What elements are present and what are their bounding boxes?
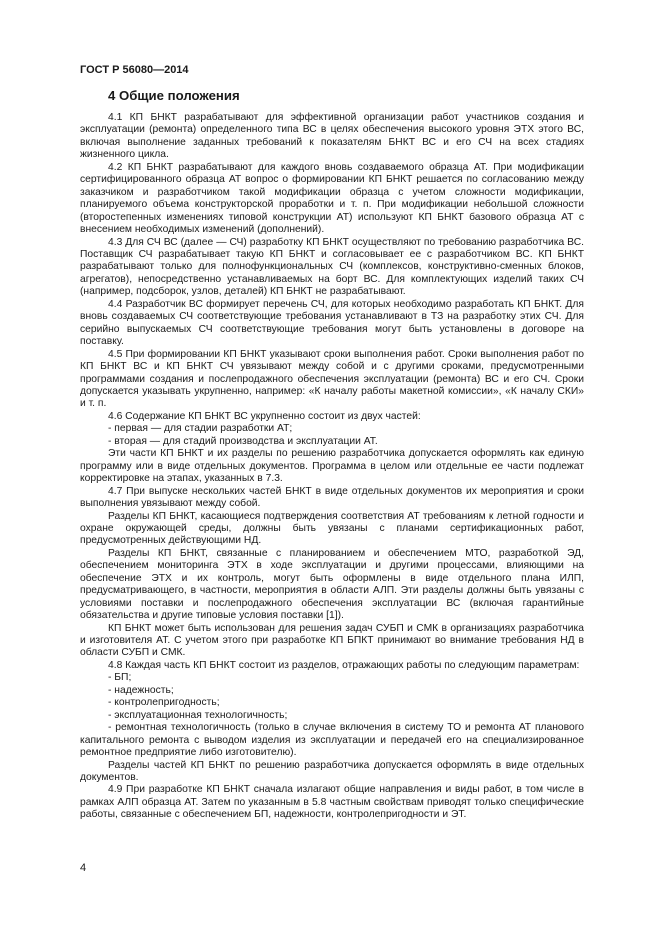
paragraph-4-7: 4.7 При выпуске нескольких частей БНКТ в виде отдельных документов их мероприятия и сроки выполнения увязывают между собой. [80,485,584,510]
paragraph-4-5: 4.5 При формировании КП БНКТ указывают сроки выполнения работ. Сроки выполнения работ по КП БНКТ ВС и КП БНКТ СЧ увязывают между собой и с другими сроками, предусмотренными программами создания и послепродажного обеспечения эксплуатации (ремонта) ВС и его СЧ. Сроки допускается указывать укрупненно, например: «К началу работы макетной комиссии», «К началу СКИ» и т. п. [80,348,584,410]
paragraph-parts: Эти части КП БНКТ и их разделы по решению разработчика допускается оформлять как единую программу или в виде отдельных документов. Программа в целом или отдельные ее части подлежат корректировке на этапах, указанных в 7.3. [80,448,584,485]
list-item: - надежность; [108,684,174,696]
list-item: - первая — для стадии разработки АТ; [108,423,293,435]
list-item: - вторая — для стадий производства и эксплуатации АТ. [108,435,378,447]
paragraph-4-1: 4.1 КП БНКТ разрабатывают для эффективной организации работ участников создания и эксплуатации (ремонта) определенного типа ВС в целях обеспечения высокого уровня ЭТХ этого ВС, включая выполнение заданных требований к показателям БНКТ ВС и его СЧ на всех стадиях жизненного цикла. [80,112,584,161]
paragraph-4-6: 4.6 Содержание КП БНКТ ВС укрупненно состоит из двух частей: [108,410,421,422]
paragraph-subp: КП БНКТ может быть использован для решения задач СУБП и СМК в организациях разработчика и изготовителя АТ. С учетом этого при разработке КП БПКТ принимают во внимание требования НД в области СУБП и СМК. [80,622,584,659]
paragraph-4-3: 4.3 Для СЧ ВС (далее — СЧ) разработку КП БНКТ осуществляют по требованию разработчика ВС. Поставщик СЧ разрабатывает такую КП БНКТ и согласовывает ее с разработчиком ВС. КП БНКТ разрабатывают только для полнофункциональных СЧ (комплексов, конструктивно-сменных блоков, агрегатов), непосредственно устанавливаемых на борт ВС. Для комплектующих изделий таких СЧ (например, подсборок, узлов, деталей) КП БНКТ не разрабатывают. [80,236,584,298]
paragraph-mto: Разделы КП БНКТ, связанные с планированием и обеспечением МТО, разработкой ЭД, обеспечением мониторинга ЭТХ в ходе эксплуатации и другими процессами, влияющими на обеспечение ЭТХ и их контроль, могут быть оформлены в виде отдельного плана ИЛП, предусматривающего, в частности, мероприятия в области АЛП. Эти разделы должны быть увязаны с условиями поставки и послепродажного обеспечения эксплуатации ВС (включая гарантийные обязательства и другие типовые условия поставки [1]). [80,547,584,622]
document-header: ГОСТ Р 56080—2014 [80,64,189,76]
paragraph-airworthiness: Разделы КП БНКТ, касающиеся подтверждения соответствия АТ требованиям к летной годности и охране окружающей среды, должны быть увязаны с планами сертификационных работ, предусмотренных действующими НД. [80,510,584,547]
list-item-long: - ремонтная технологичность (только в случае включения в систему ТО и ремонта АТ планового капитального ремонта с выводом изделия из эксплуатации и передачей его на специализированное ремонтное предприятие либо изготовителю). [80,722,584,759]
section-title: 4 Общие положения [108,88,240,103]
list-item: - эксплуатационная технологичность; [108,709,288,721]
list-item: - БП; [108,672,132,684]
paragraph-4-2: 4.2 КП БНКТ разрабатывают для каждого вновь создаваемого образца АТ. При модификации сертифицированного образца АТ вопрос о формировании КП БНКТ решается по согласованию между заказчиком и разработчиком такой модификации образца с учетом сложности модификации, планируемого объема конструкторской проработки и т. п. При модификации небольшой сложности (второстепенных изменениях типовой конструкции АТ) используют КП БНКТ базового образца АТ с внесением необходимых изменений (дополнений). [80,161,584,236]
document-body [80,112,584,822]
paragraph-sections: Разделы частей КП БНКТ по решению разработчика допускается оформлять в виде отдельных документов. [80,759,584,784]
list-item: - контролепригодность; [108,697,220,709]
page-number: 4 [80,862,87,874]
paragraph-4-4: 4.4 Разработчик ВС формирует перечень СЧ, для которых необходимо разработать КП БНКТ. Для вновь создаваемых СЧ соответствующие требования устанавливают в ТЗ на разработку этих СЧ. Для серийно выпускаемых СЧ соответствующие требования могут быть установлены в договоре на поставку. [80,298,584,348]
paragraph-4-8: 4.8 Каждая часть КП БНКТ состоит из разделов, отражающих работы по следующим параметрам: [108,659,580,671]
paragraph-4-9: 4.9 При разработке КП БНКТ сначала излагают общие направления и виды работ, в том числе в рамках АЛП образца АТ. Затем по указанным в 5.8 частным свойствам приводят только специфические работы, связанные с обеспечением БП, надежности, контролепригодности и ЭТ. [80,784,584,821]
